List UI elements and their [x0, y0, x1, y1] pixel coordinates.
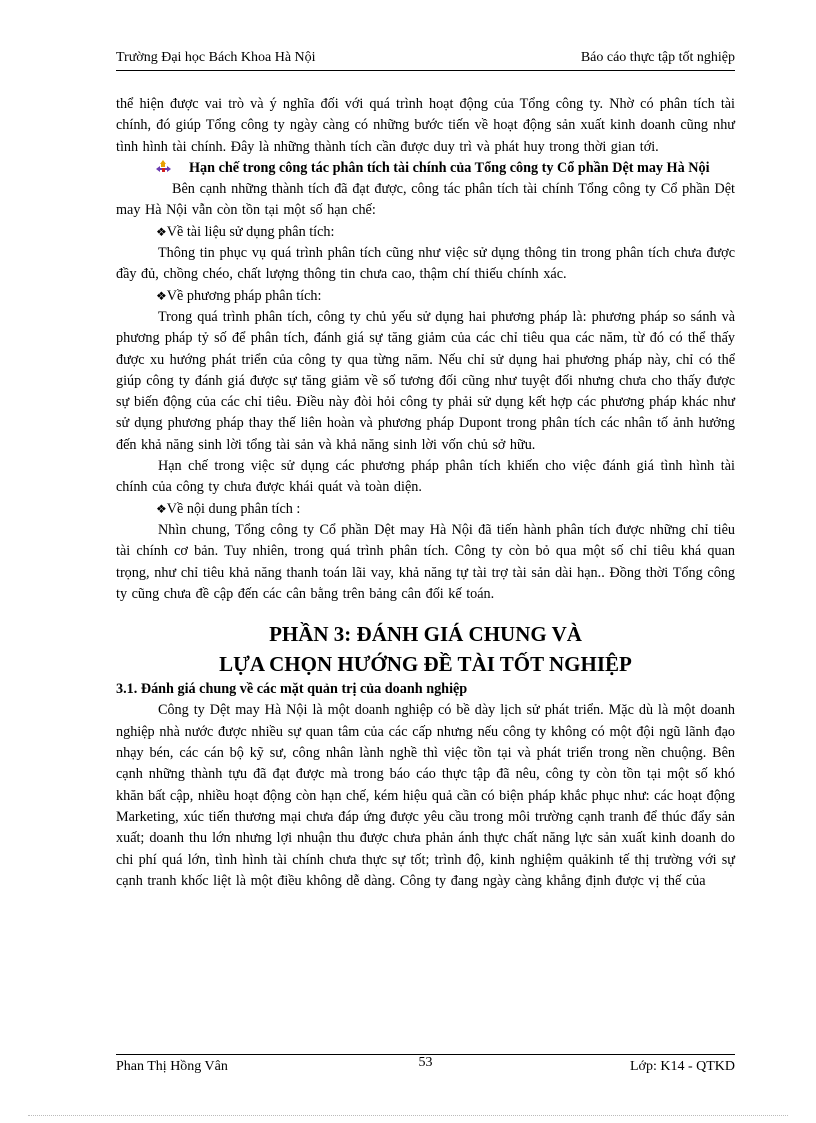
bullet-text: Về tài liệu sử dụng phân tích: [166, 223, 335, 240]
paragraph: Công ty Dệt may Hà Nội là một doanh nghiệp có bề dày lịch sử phát triển. Mặc dù là một doanh nghiệp nhà nước được nhiều sự quan tâm của các cấp nhưng nếu công ty không có một đội ngũ lãnh đạo nhạy bén, các cán bộ kỹ sư, công nhân lành nghề thì việc tồn tại và phát triển trong nền chuộng. Bên cạnh những thành tựu đã đạt được mà trong báo cáo thực tập đã nêu, công ty còn tồn tại một số khó khăn bất cập, nhiều hoạt động còn hạn chế, kém hiệu quả cần có biện pháp khắc phục như: các hoạt động Marketing, xúc tiến thương mại chưa đáp ứng được yêu cầu trong môi trường cạnh tranh để thúc đẩy sản xuất; doanh thu lớn nhưng lợi nhuận thu được chưa phản ánh thực chất năng lực sản xuất kinh doanh do chi phí quá lớn, tình hình tài chính chưa thực sự tốt; trình độ, kinh nghiệm quảkinh tế thị trường với sự cạnh tranh khốc liệt là một điều không dễ dàng. Công ty đang ngày càng khẳng định được vị thế của [116, 702, 735, 889]
page-body [116, 94, 735, 892]
paragraph: thể hiện được vai trò và ý nghĩa đối với quá trình hoạt động của Tổng công ty. Nhờ có phân tích tài chính, đó giúp Tổng công ty ngày càng có những bước tiến về hoạt động sản xuất kinh doanh cũng như tình hình tài chính. Đây là những thành tích cần được duy trì và phát huy trong thời gian tới. [116, 96, 735, 155]
page-number: 53 [418, 1055, 433, 1070]
paragraph: Thông tin phục vụ quá trình phân tích cũng như việc sử dụng thông tin trong phân tích chưa được đầy đủ, chồng chéo, chất lượng thông tin chưa cao, thậm chí thiếu chính xác. [116, 245, 735, 283]
diamond-bullet-icon: ❖ [156, 288, 167, 303]
footer-class: Lớp: K14 - QTKD [630, 1059, 735, 1074]
paragraph: Trong quá trình phân tích, công ty chủ yếu sử dụng hai phương pháp là: phương pháp so sánh và phương pháp tỷ số để phân tích, đánh giá sự tăng giảm của các chỉ tiêu qua các năm, từ đó có thể thấy được xu hướng phát triển của công ty qua từng năm. Nếu chỉ sử dụng hai phương pháp này, chỉ có thể giúp công ty đánh giá được sự tăng giảm về số tương đối cũng như tuyệt đối nhưng chưa cho thấy được sự biến động của các chỉ tiêu. Điều này đòi hỏi công ty phải sử dụng kết hợp các phương pháp khác như sử dụng phương pháp thay thế liên hoàn và phương pháp Dupont trong phân tích các nhân tố ảnh hưởng đến khả năng sinh lời tổng tài sản và khả năng sinh lời vốn chủ sở hữu. [116, 308, 735, 453]
section-heading: 3.1. Đánh giá chung về các mặt quản trị của doanh nghiệp [116, 681, 468, 698]
paragraph: Nhìn chung, Tổng công ty Cổ phần Dệt may Hà Nội đã tiến hành phân tích được những chỉ tiêu tài chính cơ bản. Tuy nhiên, trong quá trình phân tích. Công ty còn bỏ qua một số chỉ tiêu khá quan trọng, như chỉ tiêu khả năng thanh toán lãi vay, khả năng tự tài trợ tài sản dài hạn.. Đồng thời Tổng công ty cũng chưa đề cập đến các cân bằng trên bảng cân đối kế toán. [116, 521, 735, 602]
paragraph: Hạn chế trong việc sử dụng các phương pháp phân tích khiến cho việc đánh giá tình hình tài chính của công ty chưa được khái quát và toàn diện. [116, 458, 735, 496]
limitations-heading-text: Hạn chế trong công tác phân tích tài chính của Tổng công ty Cổ phần Dệt may Hà Nội [189, 159, 710, 176]
bullet-item [116, 286, 735, 307]
page-footer [116, 1054, 735, 1078]
arrow-bullet-icon [156, 160, 171, 174]
part-title-line1: PHẦN 3: ĐÁNH GIÁ CHUNG VÀ [269, 622, 582, 647]
header-report-title: Báo cáo thực tập tốt nghiệp [580, 50, 735, 65]
page-header [116, 50, 735, 71]
bullet-item [116, 499, 735, 520]
header-university: Trường Đại học Bách Khoa Hà Nội [116, 50, 316, 65]
diamond-bullet-icon: ❖ [156, 501, 167, 516]
part-title-line2: LỰA CHỌN HƯỚNG ĐỀ TÀI TỐT NGHIỆP [219, 652, 632, 677]
paragraph: Bên cạnh những thành tích đã đạt được, công tác phân tích tài chính Tổng công ty Cổ phần Dệt may Hà Nội vẫn còn tồn tại một số hạn chế: [116, 181, 735, 219]
limitations-heading [116, 158, 735, 179]
bullet-text: Về nội dung phân tích : [166, 500, 301, 517]
bullet-text: Về phương pháp phân tích: [166, 287, 322, 304]
page-edge-divider [28, 1115, 788, 1116]
footer-author: Phan Thị Hồng Vân [116, 1059, 228, 1074]
bullet-item [116, 222, 735, 243]
diamond-bullet-icon: ❖ [156, 224, 167, 239]
